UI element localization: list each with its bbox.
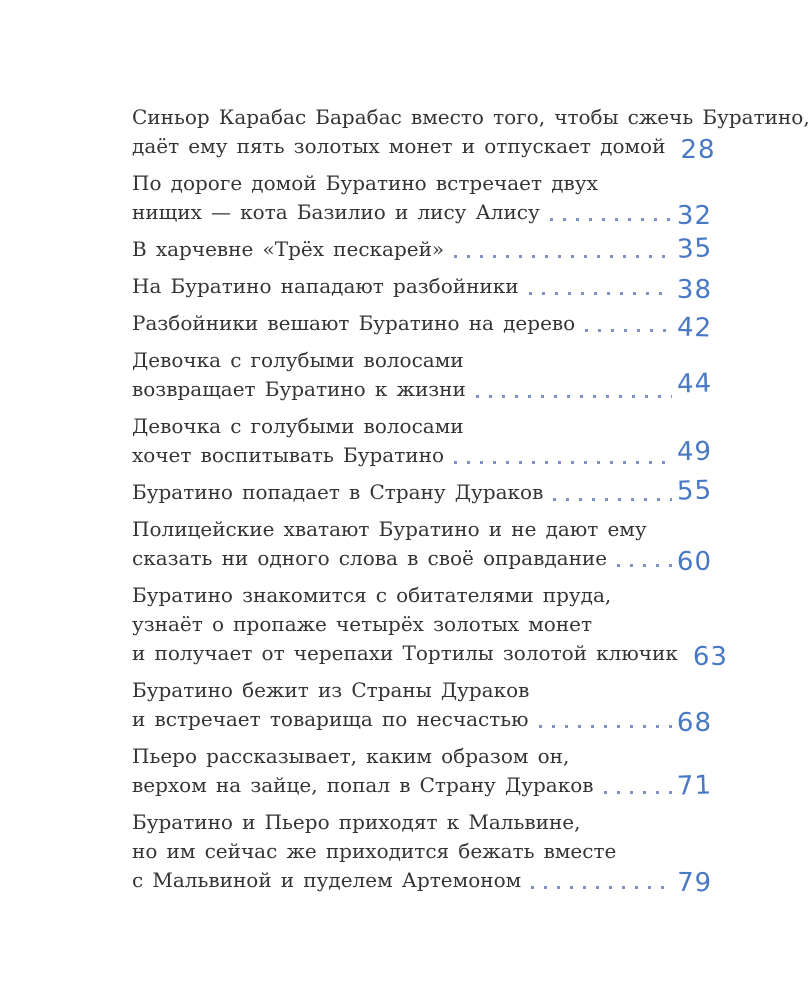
toc-entry-last-line xyxy=(132,436,713,470)
toc-entry-text: Синьор Карабас Барабас вместо того, чтобы сжечь Буратино, xyxy=(132,105,810,129)
toc-entry-text: Полицейские хватают Буратино и не дают ему xyxy=(132,517,647,541)
toc-entry-line xyxy=(132,103,810,132)
toc-entry xyxy=(132,412,712,470)
toc-entry xyxy=(132,515,712,577)
page-number: 71 xyxy=(676,770,713,802)
toc-entry-last-line xyxy=(132,705,712,738)
page-number: 32 xyxy=(676,201,712,231)
toc-entry-last-line xyxy=(132,771,712,800)
toc-entry-line xyxy=(132,412,712,441)
toc-entry-text: но им сейчас же приходится бежать вместе xyxy=(132,839,617,863)
toc-entry-last-line xyxy=(132,272,712,305)
page-number: 44 xyxy=(676,368,713,400)
toc-list xyxy=(132,103,810,899)
dot-leader xyxy=(539,725,672,728)
toc-entry-last-line xyxy=(132,544,712,577)
toc-entry-text: Буратино и Пьеро приходят к Мальвине, xyxy=(132,810,581,834)
dot-leader xyxy=(476,395,672,398)
toc-entry xyxy=(132,169,712,231)
toc-entry-text: Буратино попадает в Страну Дураков xyxy=(132,480,544,504)
toc-entry-text: хочет воспитывать Буратино xyxy=(132,443,444,467)
page-number: 38 xyxy=(676,275,712,305)
toc-entry-text: На Буратино нападают разбойники xyxy=(132,274,519,298)
toc-entry-text: Буратино бежит из Страны Дураков xyxy=(132,678,530,702)
toc-entry-text: возвращает Буратино к жизни xyxy=(132,377,466,401)
toc-entry-line xyxy=(132,837,712,866)
dot-leader xyxy=(604,791,672,794)
page-number: 55 xyxy=(676,475,713,507)
toc-entry xyxy=(132,808,713,899)
toc-entry-text: узнаёт о пропаже четырёх золотых монет xyxy=(132,612,593,636)
toc-entry-text: В харчевне «Трёх пескарей» xyxy=(132,237,445,261)
toc-entry-line xyxy=(132,169,712,198)
toc-entry-text: и получает от черепахи Тортилы золотой ключик xyxy=(132,641,678,665)
toc-entry xyxy=(132,581,728,672)
toc-entry-text: По дороге домой Буратино встречает двух xyxy=(132,171,598,195)
toc-entry xyxy=(132,272,712,305)
toc-entry-last-line xyxy=(132,198,712,231)
toc-entry xyxy=(132,676,712,738)
toc-entry-last-line xyxy=(132,866,713,899)
toc-entry-last-line xyxy=(132,132,716,165)
toc-entry-last-line xyxy=(132,639,728,672)
dot-leader xyxy=(550,218,672,221)
toc-entry-line xyxy=(132,515,712,544)
toc-entry xyxy=(132,742,712,800)
page-number: 49 xyxy=(676,436,713,468)
toc-entry-text: с Мальвиной и пуделем Артемоном xyxy=(132,868,522,892)
toc-entry-line xyxy=(132,581,712,610)
dot-leader xyxy=(454,255,672,258)
toc-entry-text: Пьеро рассказывает, каким образом он, xyxy=(132,744,570,768)
page-number: 60 xyxy=(676,547,712,577)
toc-entry-last-line xyxy=(132,235,712,264)
dot-leader xyxy=(454,461,672,464)
toc-entry-text: верхом на зайце, попал в Страну Дураков xyxy=(132,773,594,797)
toc-entry xyxy=(132,346,712,404)
toc-entry xyxy=(132,235,712,264)
toc-entry-text: и встречает товарища по несчастью xyxy=(132,707,529,731)
toc-entry-text: даёт ему пять золотых монет и отпускает домой xyxy=(132,134,666,158)
toc-entry-text: сказать ни одного слова в своё оправдание xyxy=(132,546,608,570)
dot-leader xyxy=(531,886,672,889)
toc-entry-line xyxy=(132,808,712,837)
page-number: 42 xyxy=(676,312,713,344)
page-number: 28 xyxy=(680,135,716,165)
toc-entry-line xyxy=(132,610,712,639)
page-number: 35 xyxy=(676,233,713,265)
toc-entry xyxy=(132,475,713,507)
toc-entry-text: Девочка с голубыми волосами xyxy=(132,348,464,372)
dot-leader xyxy=(529,292,672,295)
page-number: 68 xyxy=(676,708,712,738)
toc-entry-last-line xyxy=(132,309,713,344)
dot-leader xyxy=(585,329,672,332)
toc-entry xyxy=(132,309,713,344)
page-number: 79 xyxy=(676,867,713,899)
toc-entry-last-line xyxy=(132,475,713,507)
toc-entry-last-line xyxy=(132,368,713,404)
toc-entry-line xyxy=(132,676,712,705)
dot-leader xyxy=(617,564,672,567)
toc-entry-text: Разбойники вешают Буратино на дерево xyxy=(132,311,576,335)
toc-entry-line xyxy=(132,346,712,375)
toc-entry-text: Буратино знакомится с обитателями пруда, xyxy=(132,583,612,607)
page-number: 63 xyxy=(692,642,728,672)
toc-entry-line xyxy=(132,742,712,771)
toc-entry-text: Девочка с голубыми волосами xyxy=(132,414,464,438)
dot-leader xyxy=(553,498,672,501)
toc-entry xyxy=(132,103,810,165)
toc-entry-text: нищих — кота Базилио и лису Алису xyxy=(132,200,540,224)
